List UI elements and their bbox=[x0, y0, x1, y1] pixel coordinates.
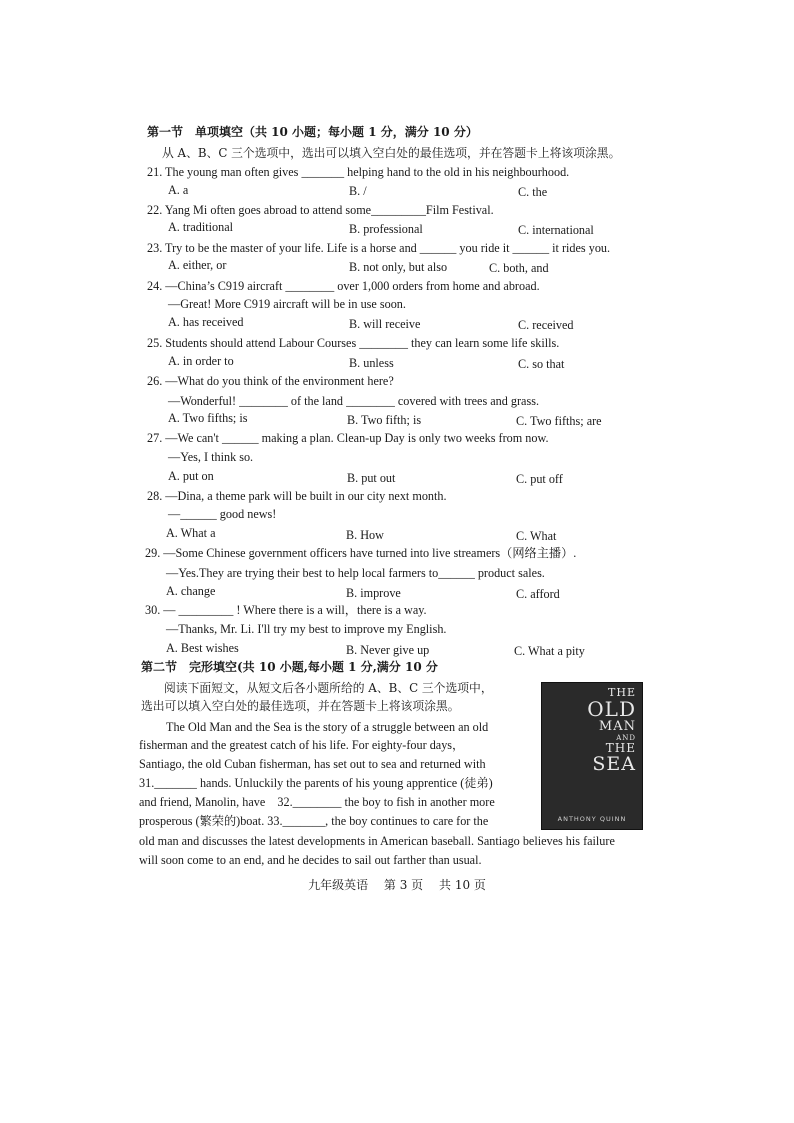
question-27-reply: —Yes, I think so. bbox=[168, 450, 254, 464]
section1-instruction: 从 A、B、C 三个选项中，选出可以填入空白处的最佳选项，并在答题卡上将该项涂黑。 bbox=[162, 146, 621, 160]
question-21-stem: 21. The young man often gives _______ helping hand to the old in his neighbourhood. bbox=[147, 165, 570, 179]
option-b: B. improve bbox=[346, 586, 401, 600]
book-title-word: OLD bbox=[587, 697, 636, 721]
question-26-reply: —Wonderful! ________ of the land ________ covered with trees and grass. bbox=[168, 394, 539, 408]
option-b: B. unless bbox=[349, 356, 394, 370]
page-footer bbox=[0, 876, 794, 893]
book-title-word: SEA bbox=[592, 753, 636, 775]
section2-instruction-line-1: 阅读下面短文，从短文后各小题所给的 A、B、C 三个选项中， bbox=[164, 681, 493, 695]
option-c: C. received bbox=[518, 318, 574, 332]
question-26-stem: 26. —What do you think of the environment here? bbox=[147, 374, 394, 388]
option-a: A. either, or bbox=[168, 258, 227, 272]
option-c: C. the bbox=[518, 185, 548, 199]
question-23-stem: 23. Try to be the master of your life. Life is a horse and ______ you ride it ______ it rides you. bbox=[147, 241, 611, 255]
option-b: B. How bbox=[346, 528, 384, 542]
book-title-word: AND bbox=[616, 734, 636, 742]
question-25-stem: 25. Students should attend Labour Courses ________ they can learn some life skills. bbox=[147, 336, 560, 350]
question-29-stem: 29. —Some Chinese government officers have turned into live streamers（网络主播）. bbox=[145, 546, 577, 560]
book-title-word: THE bbox=[608, 686, 636, 699]
option-a: A. What a bbox=[166, 526, 216, 540]
passage-line-5: and friend, Manolin, have 32.________ the boy to fish in another more bbox=[139, 795, 495, 809]
question-29-reply: —Yes.They are trying their best to help local farmers to______ product sales. bbox=[166, 566, 545, 580]
option-b: B. professional bbox=[349, 222, 423, 236]
option-a: A. Best wishes bbox=[166, 641, 239, 655]
passage-line-7: old man and discusses the latest developments in American baseball. Santiago believes his failure bbox=[139, 834, 615, 848]
option-a: A. change bbox=[166, 584, 216, 598]
book-title-word: MAN bbox=[598, 719, 636, 734]
question-28-reply: —______ good news! bbox=[168, 507, 277, 521]
section1-title: 第一节 单项填空（共 10 小题；每小题 1 分，满分 10 分） bbox=[147, 125, 478, 139]
option-c: C. both, and bbox=[489, 261, 549, 275]
footer-total: 共 10 页 bbox=[439, 878, 486, 892]
footer-subject: 九年级英语 bbox=[308, 878, 369, 892]
option-b: B. / bbox=[349, 184, 367, 198]
passage-line-2: fisherman and the greatest catch of his life. For eighty-four days， bbox=[139, 738, 465, 752]
question-30-reply: —Thanks, Mr. Li. I'll try my best to improve my English. bbox=[166, 622, 447, 636]
option-c: C. What bbox=[516, 529, 557, 543]
question-24-stem: 24. —China’s C919 aircraft ________ over 1,000 orders from home and abroad. bbox=[147, 279, 540, 293]
option-a: A. in order to bbox=[168, 354, 234, 368]
option-a: A. has received bbox=[168, 315, 244, 329]
passage-line-3: Santiago, the old Cuban fisherman, has set out to sea and returned with bbox=[139, 757, 486, 771]
section2-title: 第二节 完形填空(共 10 小题,每小题 1 分,满分 10 分 bbox=[141, 660, 438, 674]
passage-line-4: 31._______ hands. Unluckily the parents of his young apprentice (徒弟) bbox=[139, 776, 493, 790]
passage-line-1: The Old Man and the Sea is the story of a struggle between an old bbox=[166, 720, 489, 734]
option-c: C. What a pity bbox=[514, 644, 585, 658]
option-c: C. afford bbox=[516, 587, 560, 601]
passage-line-6: prosperous (繁荣的)boat. 33._______, the boy continues to care for the bbox=[139, 814, 489, 828]
question-24-reply: —Great! More C919 aircraft will be in use soon. bbox=[168, 297, 406, 311]
option-c: C. international bbox=[518, 223, 594, 237]
option-a: A. a bbox=[168, 183, 189, 197]
section2-instruction-line-2: 选出可以填入空白处的最佳选项，并在答题卡上将该项涂黑。 bbox=[141, 699, 460, 713]
question-27-stem: 27. —We can't ______ making a plan. Clean-up Day is only two weeks from now. bbox=[147, 431, 549, 445]
option-c: C. Two fifths; are bbox=[516, 414, 602, 428]
question-30-stem: 30. — _________ ! Where there is a will，there is a way. bbox=[145, 603, 427, 617]
option-b: B. Never give up bbox=[346, 643, 430, 657]
option-c: C. so that bbox=[518, 357, 565, 371]
option-a: A. put on bbox=[168, 469, 214, 483]
option-b: B. Two fifth; is bbox=[347, 413, 422, 427]
option-b: B. will receive bbox=[349, 317, 421, 331]
footer-page: 第 3 页 bbox=[383, 878, 424, 892]
option-b: B. not only, but also bbox=[349, 260, 448, 274]
option-a: A. Two fifths; is bbox=[168, 411, 248, 425]
book-cover-image bbox=[541, 682, 643, 830]
option-b: B. put out bbox=[347, 471, 396, 485]
passage-line-8: will soon come to an end, and he decides to sail out farther than usual. bbox=[139, 853, 482, 867]
book-author: ANTHONY QUINN bbox=[557, 815, 627, 823]
question-22-stem: 22. Yang Mi often goes abroad to attend some_________Film Festival. bbox=[147, 203, 494, 217]
book-title-word: THE bbox=[605, 741, 636, 755]
question-28-stem: 28. —Dina, a theme park will be built in our city next month. bbox=[147, 489, 447, 503]
option-a: A. traditional bbox=[168, 220, 233, 234]
option-c: C. put off bbox=[516, 472, 563, 486]
